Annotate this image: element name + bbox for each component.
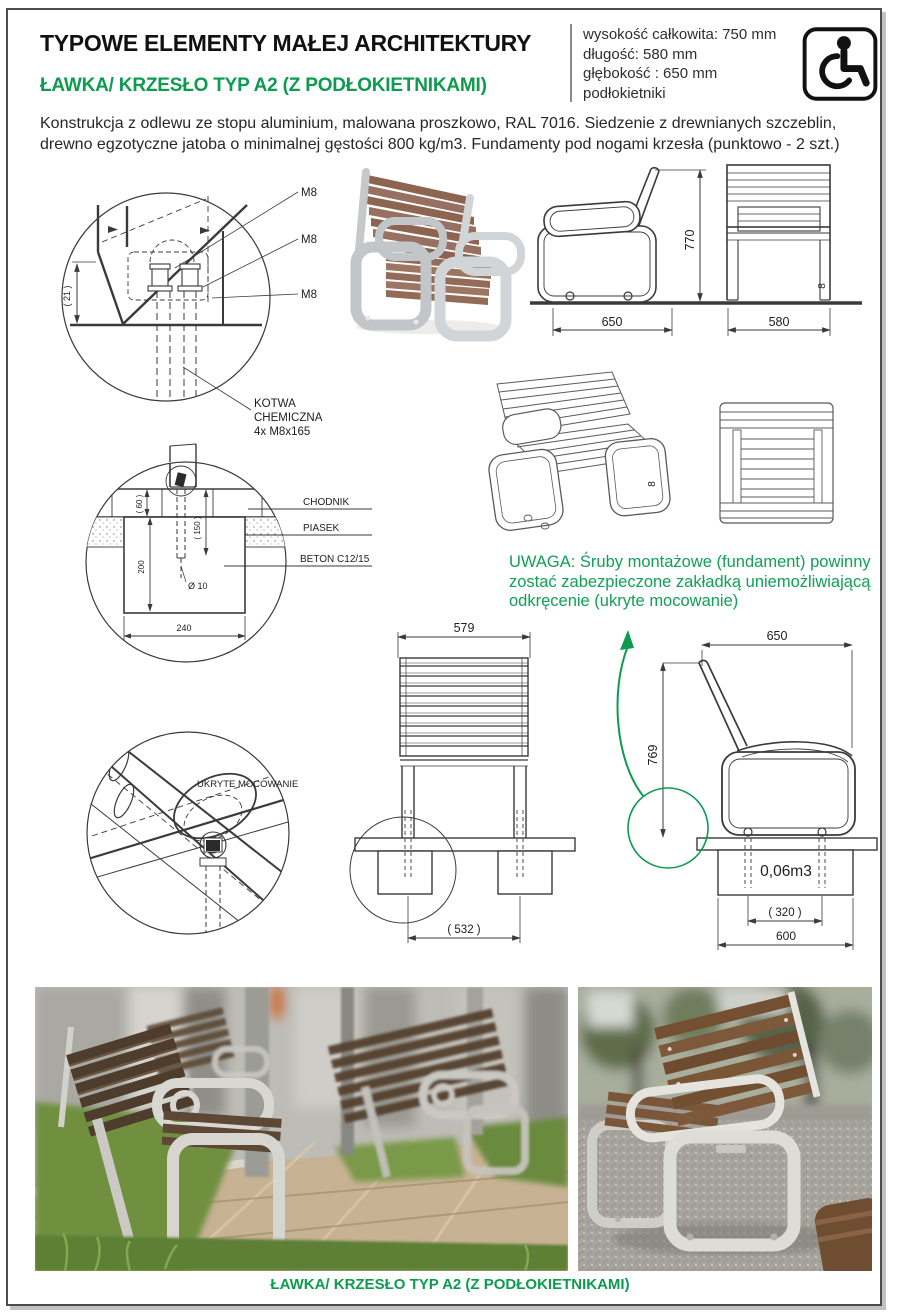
chair-3d-render [356, 172, 521, 336]
dim-240: 240 [176, 623, 192, 633]
hidden-mount-label: UKRYTE MOCOWANIE [197, 779, 299, 790]
front-view-drawing [727, 165, 830, 336]
dim-650-top: 650 [601, 315, 623, 329]
mounting-note-line2: zostać zabezpieczone zakładką uniemożliwiającą [509, 572, 871, 591]
wheelchair-icon [800, 26, 880, 102]
label-piasek: PIASEK [303, 523, 340, 534]
dim-580: 580 [768, 315, 790, 329]
spec-length: długość: 580 mm [583, 45, 698, 63]
dim-320: ( 320 ) [768, 907, 802, 919]
front-view-mark-8: 8 [817, 283, 828, 289]
mounting-note-line1: UWAGA: Śruby montażowe (fundament) powinny [509, 553, 871, 571]
dim-200: 200 [137, 560, 146, 574]
dim-650-bottom: 650 [766, 629, 788, 643]
label-beton: BETON C12/15 [300, 554, 370, 565]
mounting-note [509, 553, 889, 612]
dim-769: 769 [646, 744, 660, 766]
spec-armrests: podłokietniki [583, 84, 666, 102]
dim-21-label: ( 21 ) [62, 285, 72, 307]
dim-600: 600 [775, 929, 797, 943]
page-subtitle: ŁAWKA/ KRZESŁO TYP A2 (Z PODŁOKIETNIKAMI) [40, 75, 487, 96]
anchor-note-line2: CHEMICZNA [254, 412, 323, 424]
footer-title: ŁAWKA/ KRZESŁO TYP A2 (Z PODŁOKIETNIKAMI) [270, 1276, 630, 1293]
anchor-detail-drawing [62, 187, 323, 438]
photo-benches-row [35, 987, 568, 1271]
photo-chair-closeup [578, 987, 872, 1271]
dim-579: 579 [453, 621, 475, 635]
m8-label-bot: M8 [301, 289, 317, 301]
hidden-mount-drawing [78, 732, 300, 935]
wireframe-top-view [720, 403, 833, 523]
anchor-note-line1: KOTWA [254, 398, 296, 410]
spec-height: wysokość całkowita: 750 mm [583, 26, 777, 43]
foundation-detail-drawing [85, 444, 372, 662]
dim-diameter-10: Ø 10 [188, 581, 208, 591]
mounting-note-line3: odkręcenie (ukryte mocowanie) [509, 592, 739, 610]
dim-770: 770 [683, 229, 697, 251]
description-line2: drewno egzotyczne jatoba o minimalnej gęstości 800 kg/m3. Fundamenty pod nogami krzesła (punktowo - 2 szt.) [40, 136, 840, 153]
dim-60: ( 60 ) [135, 494, 144, 514]
anchor-note-line3: 4x M8x165 [254, 426, 311, 438]
dim-532: ( 532 ) [447, 924, 481, 936]
spec-list [583, 25, 776, 103]
green-callout-arrow [617, 646, 644, 797]
page-title: TYPOWE ELEMENTY MAŁEJ ARCHITEKTURY [40, 30, 532, 56]
wireframe-perspective-chair [487, 372, 671, 532]
description [40, 113, 885, 155]
m8-label-top: M8 [301, 187, 317, 199]
m8-label-mid: M8 [301, 234, 317, 246]
description-line1: Konstrukcja z odlewu ze stopu aluminium, malowana proszkowo, RAL 7016. Siedzenie z drewnianych szczeblin, [40, 115, 837, 132]
green-callout-circle [628, 788, 708, 868]
spec-divider [570, 24, 572, 102]
label-chodnik: CHODNIK [303, 497, 350, 508]
spec-depth: głębokość : 650 mm [583, 65, 718, 82]
wireframe-mark-8: 8 [647, 481, 658, 487]
side-elevation-drawing [617, 629, 877, 950]
front-elevation-drawing [350, 621, 575, 943]
dim-150: ( 150 ) [193, 516, 202, 540]
foundation-volume: 0,06m3 [760, 863, 812, 880]
